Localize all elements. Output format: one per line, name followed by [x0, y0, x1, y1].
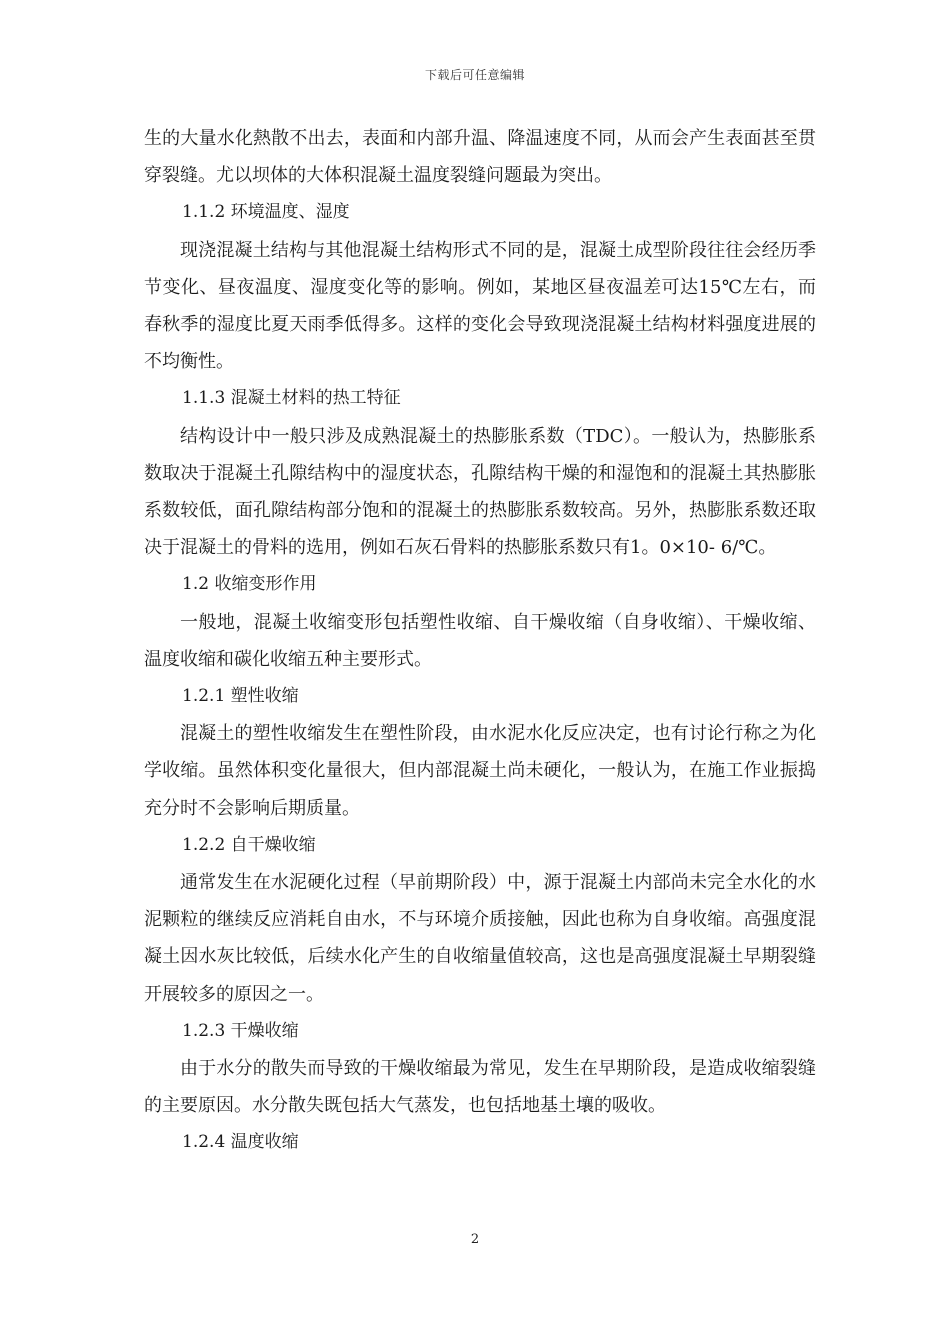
section-heading-1-2: 1.2 收缩变形作用: [182, 574, 317, 595]
document-body: [144, 120, 816, 1162]
page-header-note: 下载后可任意编辑: [424, 68, 525, 82]
page-number: 2: [470, 1232, 480, 1247]
paragraph-plastic-shrinkage: 混凝土的塑性收缩发生在塑性阶段，由水泥水化反应决定，也有讨论行称之为化学收缩。虽然体积变化量很大，但内部混凝土尚未硬化，一般认为，在施工作业振捣充分时不会影响后期质量。: [144, 723, 816, 819]
paragraph-shrinkage-types: 一般地，混凝土收缩变形包括塑性收缩、自干燥收缩（自身收缩）、干燥收缩、温度收缩和碳化收缩五种主要形式。: [144, 611, 816, 670]
section-heading-1-2-1: 1.2.1 塑性收缩: [182, 686, 299, 707]
section-heading-1-1-3: 1.1.3 混凝土材料的热工特征: [182, 388, 401, 409]
paragraph-autogenous-shrinkage: 通常发生在水泥硬化过程（早前期阶段）中，源于混凝土内部尚未完全水化的水泥颗粒的继续反应消耗自由水，不与环境介质接触，因此也称为自身收缩。高强度混凝土因水灰比较低，后续水化产生的自收缩量值较高，这也是高强度混凝土早期裂缝开展较多的原因之一。: [144, 872, 816, 1005]
section-heading-1-2-3: 1.2.3 干燥收缩: [182, 1020, 299, 1041]
section-heading-1-2-2: 1.2.2 自干燥收缩: [182, 834, 316, 855]
paragraph-environment: 现浇混凝土结构与其他混凝土结构形式不同的是，混凝土成型阶段往往会经历季节变化、昼夜温度、湿度变化等的影响。例如，某地区昼夜温差可达15℃左右，而春秋季的湿度比夏天雨季低得多。这样的变化会导致现浇混凝土结构材料强度进展的不均衡性。: [144, 239, 816, 373]
section-heading-1-1-2: 1.1.2 环境温度、湿度: [182, 202, 350, 223]
paragraph-thermal: 结构设计中一般只涉及成熟混凝土的热膨胀系数（TDC）。一般认为，热膨胀系数取决于混凝土孔隙结构中的湿度状态，孔隙结构干燥的和湿饱和的混凝土其热膨胀系数较低，面孔隙结构部分饱和的混凝土的热膨胀系数较高。另外，热膨胀系数还取决于混凝土的骨料的选用，例如石灰石骨料的热膨胀系数只有1。0×10- 6/℃。: [144, 425, 816, 559]
paragraph-drying-shrinkage: 由于水分的散失而导致的干燥收缩最为常见，发生在早期阶段，是造成收缩裂缝的主要原因。水分散失既包括大气蒸发，也包括地基土壤的吸收。: [144, 1058, 816, 1117]
paragraph-continuation: 生的大量水化熱散不出去，表面和内部升温、降温速度不同，从而会产生表面甚至贯穿裂缝。尤以坝体的大体积混凝土温度裂缝问题最为突出。: [144, 128, 816, 187]
section-heading-1-2-4: 1.2.4 温度收缩: [182, 1132, 299, 1153]
